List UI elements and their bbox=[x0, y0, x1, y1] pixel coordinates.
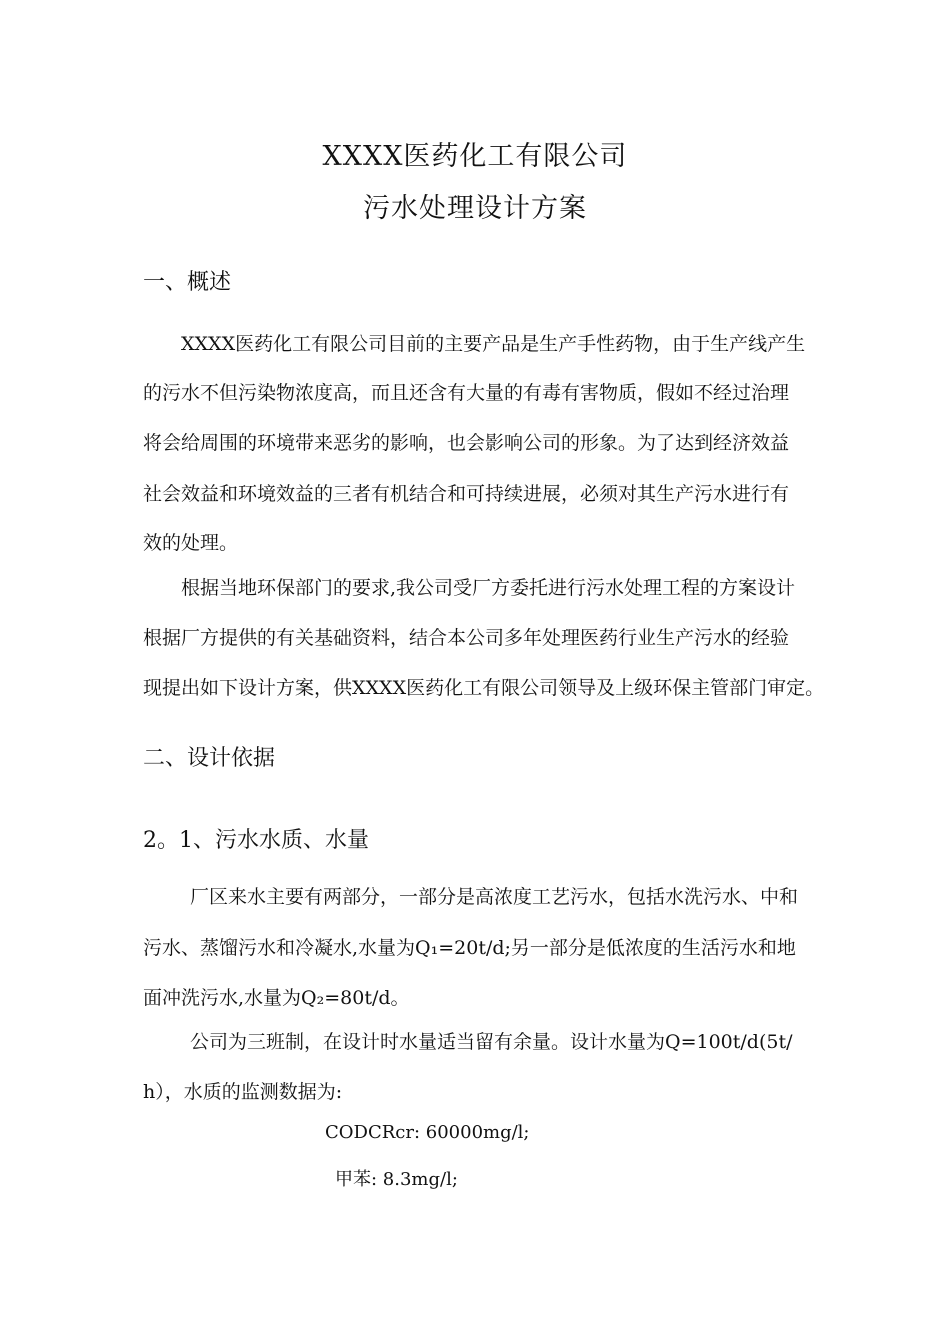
paragraph-line: h），水质的监测数据为: bbox=[143, 1081, 343, 1103]
paragraph-line: XXXX医药化工有限公司目前的主要产品是生产手性药物，由于生产线产生 bbox=[181, 333, 806, 355]
subsection-heading-water-quality: 2。1、污水水质、水量 bbox=[143, 828, 369, 853]
paragraph-line: 污水、蒸馏污水和冷凝水,水量为Q₁=20t/d;另一部分是低浓度的生活污水和地 bbox=[143, 937, 796, 959]
monitoring-data-cod: CODCRcr: 60000mg/l; bbox=[325, 1122, 530, 1143]
paragraph-line: 根据当地环保部门的要求,我公司受厂方委托进行污水处理工程的方案设计 bbox=[181, 577, 796, 599]
paragraph-line: 现提出如下设计方案，供XXXX医药化工有限公司领导及上级环保主管部门审定。 bbox=[143, 677, 825, 699]
monitoring-data-toluene: 甲苯: 8.3mg/l; bbox=[335, 1169, 458, 1190]
paragraph-line: 社会效益和环境效益的三者有机结合和可持续进展，必须对其生产污水进行有 bbox=[143, 483, 790, 505]
section-heading-design-basis: 二、设计依据 bbox=[143, 746, 276, 771]
paragraph-line: 厂区来水主要有两部分，一部分是高浓度工艺污水，包括水洗污水、中和 bbox=[190, 886, 799, 908]
paragraph-line: 的污水不但污染物浓度高，而且还含有大量的有毒有害物质，假如不经过治理 bbox=[143, 382, 790, 404]
paragraph-line: 面冲洗污水,水量为Q₂=80t/d。 bbox=[143, 987, 410, 1009]
document-title-company: XXXX医药化工有限公司 bbox=[322, 141, 628, 172]
paragraph-line: 效的处理。 bbox=[143, 532, 239, 554]
paragraph-line: 将会给周围的环境带来恶劣的影响，也会影响公司的形象。为了达到经济效益 bbox=[143, 432, 790, 454]
document-title-scheme: 污水处理设计方案 bbox=[363, 193, 587, 224]
paragraph-line: 根据厂方提供的有关基础资料，结合本公司多年处理医药行业生产污水的经验 bbox=[143, 627, 790, 649]
section-heading-overview: 一、概述 bbox=[143, 270, 232, 295]
paragraph-line: 公司为三班制，在设计时水量适当留有余量。设计水量为Q=100t/d(5t/ bbox=[190, 1031, 793, 1053]
